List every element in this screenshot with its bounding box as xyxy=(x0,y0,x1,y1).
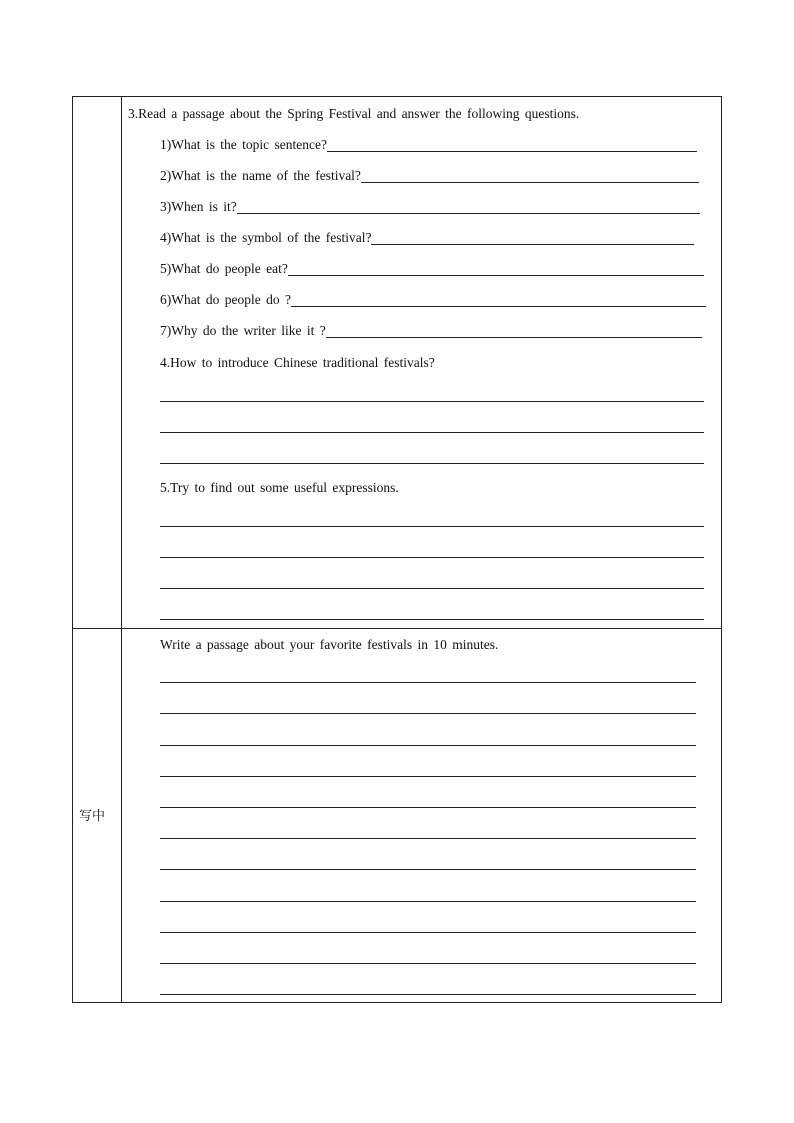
task-5-prompt: 5.Try to find out some useful expressions. xyxy=(160,480,399,495)
reading-instruction: 3.Read a passage about the Spring Festival and answer the following questions. xyxy=(128,106,580,121)
question-7 xyxy=(160,319,702,339)
writing-line[interactable] xyxy=(160,619,704,620)
question-6-label: 6)What do people do ? xyxy=(160,292,291,307)
writing-line[interactable] xyxy=(160,963,696,964)
question-3-label: 3)When is it? xyxy=(160,199,237,214)
writing-line[interactable] xyxy=(160,432,704,433)
writing-line[interactable] xyxy=(160,401,704,402)
question-4-label: 4)What is the symbol of the festival? xyxy=(160,230,372,245)
question-3 xyxy=(160,195,700,215)
writing-line[interactable] xyxy=(160,838,696,839)
writing-line[interactable] xyxy=(160,557,704,558)
worksheet-table xyxy=(72,96,722,1003)
writing-line[interactable] xyxy=(160,713,696,714)
question-1-label: 1)What is the topic sentence? xyxy=(160,137,327,152)
writing-line[interactable] xyxy=(160,682,696,683)
writing-line[interactable] xyxy=(160,588,704,589)
question-5 xyxy=(160,257,704,277)
writing-line[interactable] xyxy=(160,901,696,902)
answer-line-2[interactable] xyxy=(361,182,699,183)
answer-line-7[interactable] xyxy=(326,337,702,338)
writing-line[interactable] xyxy=(160,932,696,933)
writing-line[interactable] xyxy=(160,994,696,995)
writing-line[interactable] xyxy=(160,526,704,527)
question-5-label: 5)What do people eat? xyxy=(160,261,288,276)
task-4-prompt: 4.How to introduce Chinese traditional festivals? xyxy=(160,355,435,370)
question-2 xyxy=(160,164,699,184)
column-divider xyxy=(121,97,122,1002)
answer-line-5[interactable] xyxy=(288,275,704,276)
writing-prompt: Write a passage about your favorite festivals in 10 minutes. xyxy=(160,637,499,652)
writing-line[interactable] xyxy=(160,745,696,746)
writing-line[interactable] xyxy=(160,463,704,464)
writing-line[interactable] xyxy=(160,807,696,808)
question-2-label: 2)What is the name of the festival? xyxy=(160,168,361,183)
question-4 xyxy=(160,226,694,246)
answer-line-3[interactable] xyxy=(237,213,700,214)
answer-line-6[interactable] xyxy=(291,306,706,307)
question-6 xyxy=(160,288,706,308)
answer-line-4[interactable] xyxy=(371,244,694,245)
row-divider xyxy=(73,628,721,629)
writing-line[interactable] xyxy=(160,869,696,870)
writing-section-label: 写中 xyxy=(79,809,106,824)
answer-line-1[interactable] xyxy=(327,151,697,152)
writing-line[interactable] xyxy=(160,776,696,777)
question-7-label: 7)Why do the writer like it ? xyxy=(160,323,326,338)
question-1 xyxy=(160,133,697,153)
